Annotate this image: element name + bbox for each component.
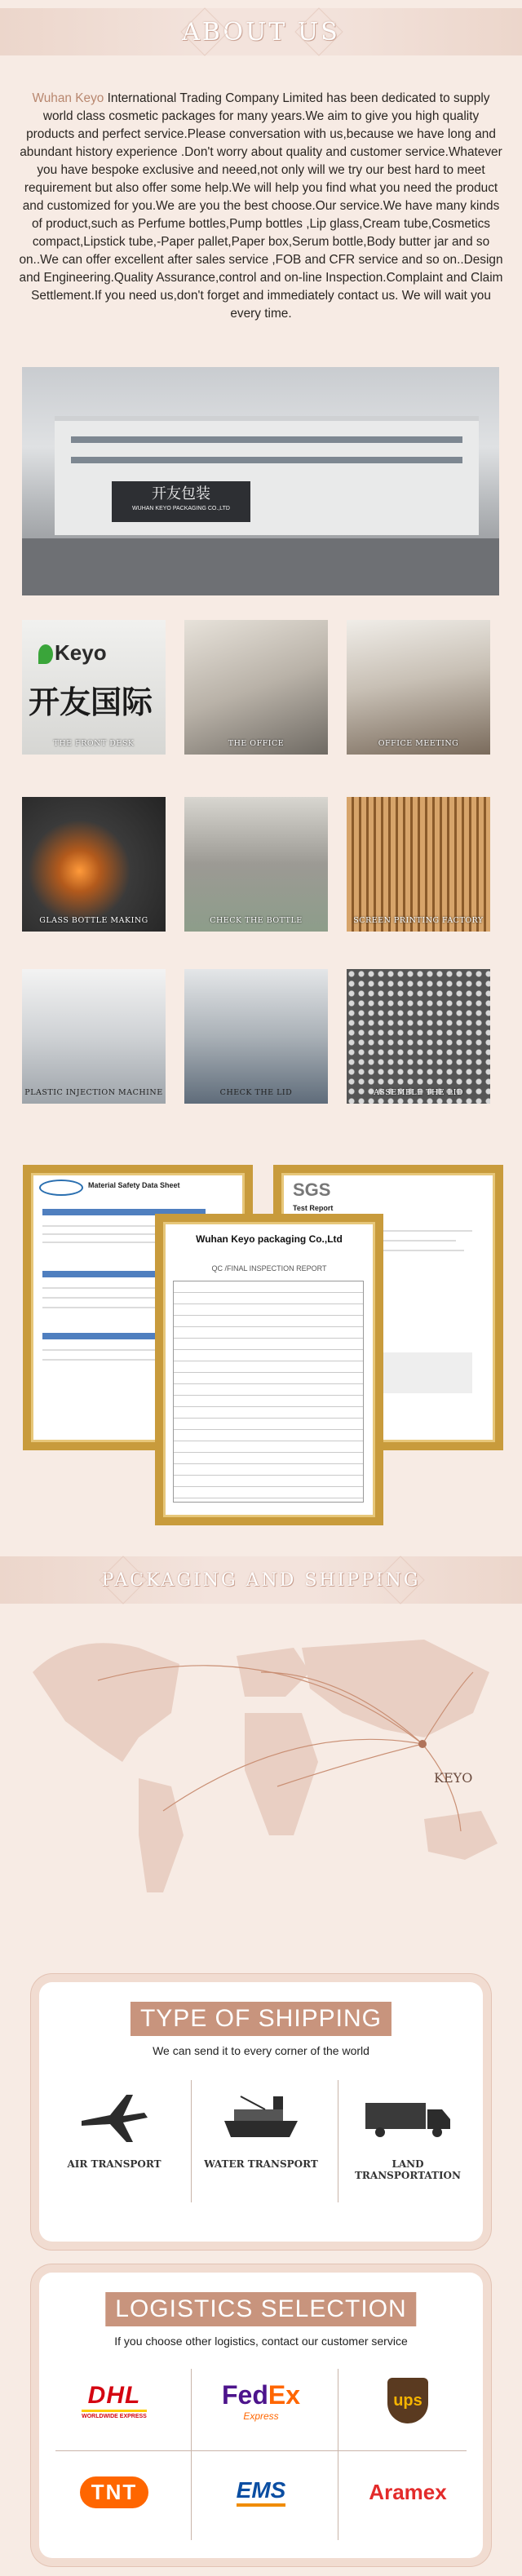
- factory-window: [71, 436, 462, 443]
- air-transport-label: AIR TRANSPORT: [67, 2158, 161, 2170]
- ups-logo: [343, 2372, 473, 2429]
- gallery-tile: [22, 620, 166, 755]
- logistics-subtitle: If you choose other logistics, contact our customer service: [114, 2335, 408, 2348]
- dhl-text: DHL: [87, 2382, 141, 2409]
- water-transport-label: WATER TRANSPORT: [204, 2158, 318, 2170]
- qc-table: [173, 1281, 364, 1503]
- ups-shield-icon: ups: [387, 2378, 428, 2423]
- factory-photo: [22, 367, 499, 595]
- gallery-label: CHECK THE BOTTLE: [210, 916, 303, 925]
- ship-icon: [196, 2080, 326, 2153]
- divider: [55, 2450, 467, 2451]
- gallery-tile: [184, 969, 328, 1104]
- divider: [191, 2080, 192, 2202]
- truck-icon: [343, 2080, 473, 2153]
- brand-name: Wuhan Keyo: [32, 91, 104, 105]
- lid-assembly-photo: [347, 969, 490, 1104]
- shipping-title: TYPE OF SHIPPING: [130, 2002, 392, 2036]
- gallery-label: THE OFFICE: [228, 739, 285, 748]
- dhl-logo: [49, 2372, 179, 2429]
- world-map: [0, 1599, 522, 1941]
- airplane-icon: [49, 2080, 179, 2153]
- asia: [302, 1640, 489, 1737]
- ems-logo: [196, 2463, 326, 2521]
- aramex-logo: [343, 2463, 473, 2521]
- gallery-tile: [184, 797, 328, 932]
- sgs-subtitle: Test Report: [293, 1204, 334, 1212]
- continents: [33, 1640, 498, 1892]
- msds-title: Material Safety Data Sheet: [88, 1181, 180, 1189]
- dhl-sub: WORLDWIDE EXPRESS: [82, 2410, 147, 2419]
- packaging-title: PACKAGING AND SHIPPING: [101, 1569, 421, 1591]
- gallery-label: PLASTIC INJECTION MACHINE: [24, 1088, 163, 1097]
- gallery-tile: [347, 797, 490, 932]
- meeting-photo: [347, 620, 490, 755]
- shipping-card: [39, 1982, 483, 2242]
- gallery-tile: [22, 797, 166, 932]
- shipping-subtitle: We can send it to every corner of the world: [153, 2044, 369, 2057]
- fedex-sub: Express: [243, 2410, 279, 2422]
- fedex-ex: Ex: [268, 2379, 301, 2410]
- orco-logo-icon: [39, 1180, 83, 1196]
- qc-report: [155, 1214, 383, 1525]
- keyo-cn-logo: 开友国际: [29, 686, 153, 720]
- north-america: [33, 1643, 179, 1762]
- air-transport: [49, 2080, 179, 2170]
- packaging-banner: [0, 1556, 522, 1604]
- office-photo: [184, 620, 328, 755]
- fedex-fed: Fed: [221, 2379, 268, 2410]
- land-transport: [343, 2080, 473, 2181]
- factory-window: [71, 457, 462, 463]
- tnt-text: TNT: [80, 2476, 149, 2508]
- about-intro: [18, 90, 504, 323]
- front-desk-photo: [22, 620, 166, 755]
- fedex-logo: [196, 2372, 326, 2429]
- about-title: ABOUT US: [182, 17, 340, 46]
- aramex-text: Aramex: [369, 2479, 447, 2504]
- gallery-tile: [22, 969, 166, 1104]
- gallery-tile: [184, 620, 328, 755]
- about-banner: [0, 8, 522, 55]
- screen-printing-photo: [347, 797, 490, 932]
- logistics-title: LOGISTICS SELECTION: [105, 2292, 416, 2326]
- injection-machine-photo: [22, 969, 166, 1104]
- water-transport: [196, 2080, 326, 2170]
- gallery-label: GLASS BOTTLE MAKING: [39, 916, 148, 925]
- gallery-label: SCREEN PRINTING FACTORY: [353, 916, 484, 925]
- logistics-card: [39, 2273, 483, 2558]
- keyo-location-marker: [418, 1740, 427, 1748]
- australia: [424, 1811, 498, 1860]
- land-transport-label: LAND TRANSPORTATION: [355, 2158, 461, 2181]
- gallery-label: CHECK THE LID: [219, 1088, 293, 1097]
- qc-title: QC /FINAL INSPECTION REPORT: [211, 1264, 327, 1273]
- gallery-label: OFFICE MEETING: [378, 739, 459, 748]
- map-label: KEYO: [434, 1770, 473, 1786]
- gallery-tile: [347, 969, 490, 1104]
- factory-sign: [112, 481, 250, 522]
- south-america: [139, 1778, 184, 1892]
- sgs-logo: SGS: [293, 1180, 331, 1200]
- divider: [191, 2369, 192, 2540]
- factory-sign-en: WUHAN KEYO PACKAGING CO.,LTD: [132, 506, 230, 511]
- tnt-logo: [49, 2463, 179, 2521]
- lid-check-photo: [184, 969, 328, 1104]
- about-text: International Trading Company Limited has been dedicated to supply world class cosmetic packages for many years.We aim to give you high quality products and perfect service.Please conversation with us,because we have long and abundant history experience .Don't worry about quality and customer service.Whatever you have bespoke exclusive and neeed,not only will we try our best hard to meet requirement but also offer some help.We will help you find what you need the product and customized for you.We are you the best choose.Our service.We have many kinds of product,such as Perfume bottles,Pump bottles ,Lip glass,Cream tube,Cosmetics compact,Lipstick tube,-Paper pallet,Paper box,Serum bottle,Body butter jar and so on..We can offer excellent after sales service ,FOB and CFR service and so on..Design and Engineering.Quality Assurance,control and on-line Inspection.Complaint and Claim Settlement.If you need us,don't forget and immediately contact us. We will wait you every time.: [19, 91, 503, 321]
- keyo-logo: Keyo: [55, 640, 107, 665]
- factory-yard: [22, 538, 499, 595]
- africa: [245, 1713, 318, 1835]
- leaf-icon: [38, 644, 53, 664]
- glass-making-photo: [22, 797, 166, 932]
- factory-sign-cn: 开友包装: [152, 485, 210, 502]
- qc-company: Wuhan Keyo packaging Co.,Ltd: [196, 1233, 343, 1245]
- bottle-check-photo: [184, 797, 328, 932]
- gallery-label: ASSEMBLE THE LID: [374, 1088, 463, 1097]
- gallery-label: THE FRONT DESK: [53, 739, 135, 748]
- gallery-tile: [347, 620, 490, 755]
- ems-text: EMS: [237, 2477, 286, 2507]
